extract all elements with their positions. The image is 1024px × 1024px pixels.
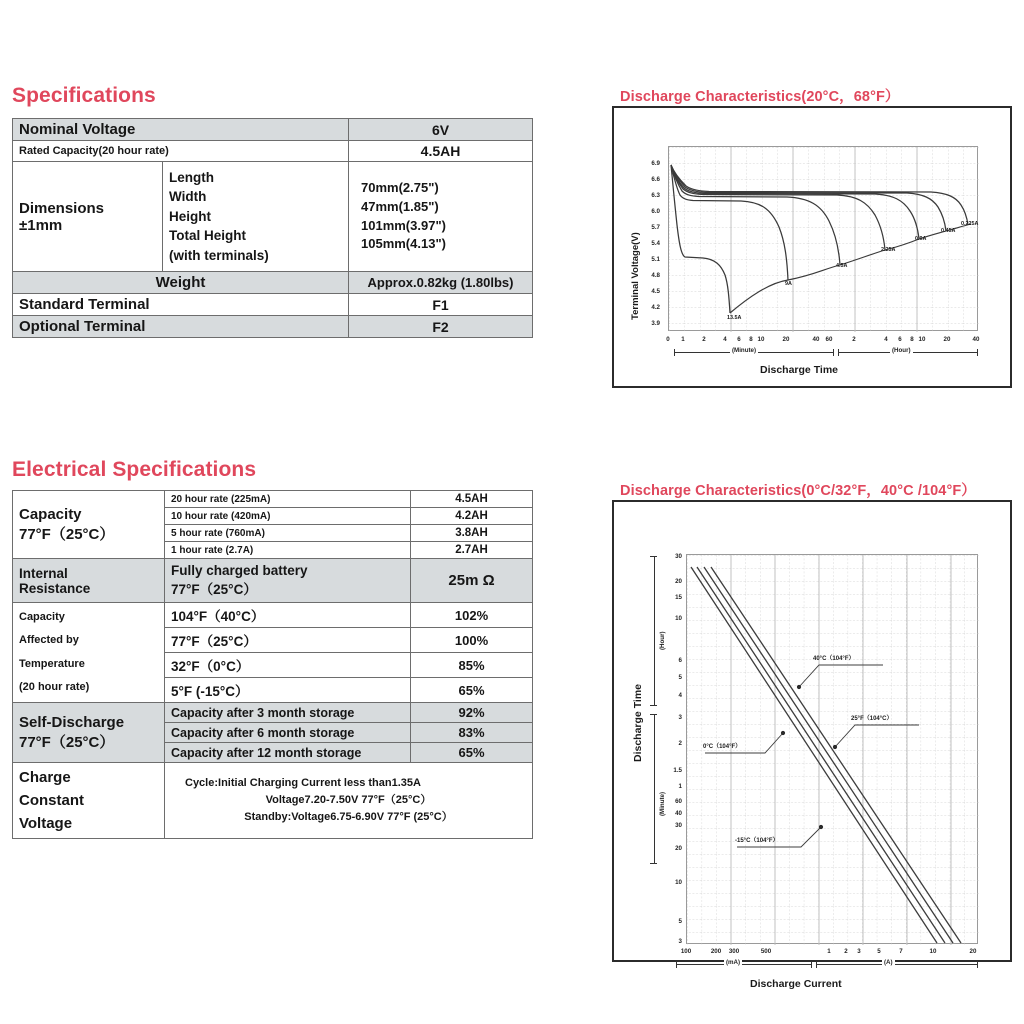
- chart2-xtick-a1: 2: [844, 948, 848, 955]
- dimensions-names-cell: [163, 162, 349, 272]
- capacity-temperature-line4: (20 hour rate): [19, 680, 90, 693]
- chart1-ytick-9: 4.2: [651, 304, 660, 311]
- chart1-xtick-h3: 8: [910, 336, 914, 343]
- specifications-heading: Specifications: [12, 84, 156, 107]
- dimension-value-height: 101mm(3.97"): [361, 217, 446, 233]
- chart2-ytick-m6: 3: [678, 938, 682, 945]
- chart2-xtick-a5: 10: [929, 948, 937, 955]
- chart2-ytick-h2: 15: [675, 594, 682, 601]
- chart2-ytick-h4: 6: [678, 657, 682, 664]
- capacity-rate-20h: 20 hour rate (225mA): [165, 491, 411, 508]
- chart1-xtick-h2: 6: [898, 336, 902, 343]
- charge-text-cell: [165, 763, 533, 839]
- chart2-annotation-25c: 25°F（104°C）: [851, 716, 893, 722]
- chart2-ytick-h0: 30: [675, 553, 682, 560]
- dimension-value-length: 70mm(2.75"): [361, 179, 439, 195]
- self-discharge-3-month-value: 92%: [411, 703, 533, 723]
- self-discharge-label-cell: [13, 703, 165, 763]
- chart1-ytick-7: 4.8: [651, 272, 660, 279]
- capacity-temperature-line2: Affected by: [19, 634, 79, 647]
- chart1-xtick-m1: 1: [681, 336, 685, 343]
- table-row: [13, 491, 533, 508]
- chart1-xtick-m0: 0: [666, 336, 670, 343]
- chart2-ytick-m4: 10: [675, 879, 682, 886]
- chart1-ytick-6: 5.1: [651, 256, 660, 263]
- charge-text-line1: Cycle:Initial Charging Current less than1.35A: [185, 776, 421, 789]
- capacity-temp-77f: 77°F（25°C）: [165, 628, 411, 653]
- chart1-curve-label-2: 4.5A: [836, 263, 848, 269]
- chart1-hour-range-label: (Hour): [892, 347, 911, 354]
- self-discharge-3-month: Capacity after 3 month storage: [165, 703, 411, 723]
- chart1-plot-area: [668, 146, 978, 331]
- chart2-annotation-minus15c: -15°C（104°F）: [735, 838, 779, 844]
- self-discharge-12-month: Capacity after 12 month storage: [165, 743, 411, 763]
- capacity-value-5h: 3.8AH: [411, 525, 533, 542]
- chart2-ytick-h8: 2: [678, 740, 682, 747]
- table-row: [13, 703, 533, 723]
- chart2-ytick-h5: 5: [678, 674, 682, 681]
- capacity-rate-1h: 1 hour rate (2.7A): [165, 542, 411, 559]
- internal-resistance-condition-line1: Fully charged battery: [171, 563, 308, 578]
- table-row: [13, 294, 533, 316]
- dimensions-label: Dimensions: [19, 199, 105, 217]
- chart1-xtick-m9: 60: [825, 336, 833, 343]
- chart2-xtick-ma0: 100: [680, 948, 692, 955]
- standard-terminal-value: F1: [349, 294, 533, 316]
- chart1-xtick-h0: 2: [852, 336, 856, 343]
- chart2-xtick-a3: 5: [877, 948, 881, 955]
- dimension-name-length: Length: [169, 169, 214, 185]
- charge-text-line3: Standby:Voltage6.75-6.90V 77°F (25°C）: [244, 811, 453, 824]
- table-row: [13, 559, 533, 603]
- chart1-curve-label-3: 2.25A: [881, 247, 896, 253]
- chart2-ytick-h3: 10: [675, 615, 682, 622]
- dimension-name-total-height: Total Height: [169, 228, 246, 244]
- capacity-rate-10h: 10 hour rate (420mA): [165, 508, 411, 525]
- capacity-temperature-label-cell: [13, 603, 165, 703]
- capacity-temperature-line1: Capacity: [19, 611, 65, 624]
- chart2-ma-range-label: (mA): [726, 959, 741, 966]
- chart1-curve-label-4: 0.9A: [915, 236, 927, 242]
- chart2-ytick-m1: 40: [675, 810, 682, 817]
- chart2-ytick-m3: 20: [675, 845, 682, 852]
- weight-value: Approx.0.82kg (1.80lbs): [349, 272, 533, 294]
- chart1-xtick-h5: 20: [943, 336, 951, 343]
- chart1-ytick-4: 5.7: [651, 224, 660, 231]
- chart2-xtick-a4: 7: [899, 948, 903, 955]
- chart2-ytick-h10: 1: [678, 783, 682, 790]
- chart1-ytick-8: 4.5: [651, 288, 660, 295]
- chart2-xtick-ma3: 500: [760, 948, 772, 955]
- chart2-annotation-40c: 40°C（104°F）: [813, 656, 855, 662]
- chart1-xtick-h1: 4: [884, 336, 888, 343]
- capacity-label-line1: Capacity: [19, 505, 82, 523]
- chart2-xtick-a0: 1: [827, 948, 831, 955]
- chart2-ytick-m2: 30: [675, 822, 682, 829]
- table-row: [13, 141, 533, 162]
- internal-resistance-line2: Resistance: [19, 580, 91, 596]
- self-discharge-6-month: Capacity after 6 month storage: [165, 723, 411, 743]
- internal-resistance-label-cell: [13, 559, 165, 603]
- capacity-temp-5f: 5°F (-15°C）: [165, 678, 411, 703]
- dimension-name-total-height-sub: (with terminals): [169, 247, 269, 263]
- chart2-ytick-h1: 20: [675, 578, 682, 585]
- capacity-value-10h: 4.2AH: [411, 508, 533, 525]
- capacity-temp-32f: 32°F（0°C）: [165, 653, 411, 678]
- chart2-ytick-m5: 5: [678, 918, 682, 925]
- chart1-minute-range-label: (Minute): [732, 347, 757, 354]
- dimension-value-total-height: 105mm(4.13"): [361, 236, 446, 252]
- chart2-hour-range-label: (Hour): [659, 631, 666, 650]
- discharge-characteristics-20c-panel: [612, 106, 1012, 388]
- chart1-ytick-2: 6.3: [651, 192, 660, 199]
- nominal-voltage-value: 6V: [349, 119, 533, 141]
- chart1-xtick-m8: 40: [812, 336, 820, 343]
- chart1-ytick-10: 3.9: [651, 320, 660, 327]
- standard-terminal-label: Standard Terminal: [13, 294, 349, 316]
- self-discharge-line1: Self-Discharge: [19, 713, 125, 731]
- table-row: [13, 119, 533, 141]
- self-discharge-12-month-value: 65%: [411, 743, 533, 763]
- chart2-title: Discharge Characteristics(0°C/32°F，40°C /104°F）: [620, 483, 976, 499]
- chart2-xtick-a2: 3: [857, 948, 861, 955]
- electrical-specifications-table: [12, 490, 533, 839]
- chart1-svg: [669, 147, 979, 332]
- chart1-xtick-h6: 40: [972, 336, 980, 343]
- capacity-temp-value-5f: 65%: [411, 678, 533, 703]
- dimension-name-height: Height: [169, 208, 211, 224]
- chart1-x-axis-title: Discharge Time: [760, 364, 839, 376]
- chart1-hour-range-bar: [838, 348, 978, 358]
- weight-label: Weight: [13, 272, 349, 294]
- chart2-ytick-h9: 1.5: [673, 767, 682, 774]
- chart2-ytick-m0: 60: [675, 798, 682, 805]
- dimensions-values-cell: [349, 162, 533, 272]
- specifications-table: [12, 118, 533, 338]
- chart2-a-range-bar: [816, 960, 978, 970]
- chart2-hour-range-bar: [650, 556, 666, 706]
- chart1-y-axis-title: Terminal Voltage(V): [630, 232, 641, 320]
- chart1-ytick-3: 6.0: [651, 208, 660, 215]
- capacity-temp-104f: 104°F（40°C）: [165, 603, 411, 628]
- chart1-ytick-5: 5.4: [651, 240, 660, 247]
- table-row: [13, 763, 533, 839]
- capacity-label-cell: [13, 491, 165, 559]
- dimension-name-width: Width: [169, 189, 207, 205]
- self-discharge-6-month-value: 83%: [411, 723, 533, 743]
- chart1-curve-label-6: 0.225A: [961, 221, 979, 227]
- electrical-specifications-heading: Electrical Specifications: [12, 458, 257, 481]
- capacity-temp-value-104f: 102%: [411, 603, 533, 628]
- chart2-x-axis-title: Discharge Current: [750, 978, 842, 990]
- internal-resistance-value: 25m Ω: [411, 559, 533, 603]
- chart2-xtick-a6: 20: [969, 948, 977, 955]
- internal-resistance-condition-line2: 77°F（25°C）: [171, 582, 257, 597]
- chart1-curve-label-0: 13.5A: [727, 315, 742, 321]
- chart2-a-range-label: (A): [884, 959, 893, 966]
- chart2-xtick-ma1: 200: [710, 948, 722, 955]
- chart2-ytick-h6: 4: [678, 692, 682, 699]
- chart1-xtick-m3: 4: [723, 336, 727, 343]
- internal-resistance-line1: Internal: [19, 565, 68, 581]
- chart2-y-axis-title: Discharge Time: [632, 683, 644, 762]
- optional-terminal-value: F2: [349, 316, 533, 338]
- capacity-value-1h: 2.7AH: [411, 542, 533, 559]
- chart1-curve-label-1: 9A: [785, 281, 792, 287]
- chart1-curve-label-5: 0.45A: [941, 228, 956, 234]
- chart2-xtick-ma2: 300: [728, 948, 740, 955]
- rated-capacity-label: Rated Capacity(20 hour rate): [13, 141, 349, 162]
- chart2-annotation-0c: 0°C（104°F）: [703, 744, 742, 750]
- internal-resistance-condition-cell: [165, 559, 411, 603]
- chart2-svg: [687, 555, 979, 945]
- discharge-characteristics-temperature-panel: [612, 500, 1012, 990]
- capacity-label-line2: 77°F（25°C）: [19, 525, 115, 543]
- capacity-rate-5h: 5 hour rate (760mA): [165, 525, 411, 542]
- chart1-ytick-1: 6.6: [651, 176, 660, 183]
- charge-line1: Charge: [19, 768, 71, 786]
- chart1-minute-range-bar: [674, 348, 834, 358]
- table-row: [13, 603, 533, 628]
- charge-text-line2: Voltage7.20-7.50V 77°F（25°C）: [265, 793, 432, 806]
- optional-terminal-label: Optional Terminal: [13, 316, 349, 338]
- rated-capacity-value: 4.5AH: [349, 141, 533, 162]
- capacity-temp-value-77f: 100%: [411, 628, 533, 653]
- chart1-xtick-m7: 20: [782, 336, 790, 343]
- chart1-xtick-m6: 10: [757, 336, 765, 343]
- dimensions-tolerance: ±1mm: [19, 216, 63, 234]
- self-discharge-line2: 77°F（25°C）: [19, 733, 115, 751]
- dimension-value-width: 47mm(1.85"): [361, 198, 439, 214]
- charge-line2: Constant: [19, 791, 84, 809]
- chart1-xtick-m4: 6: [737, 336, 741, 343]
- nominal-voltage-label: Nominal Voltage: [13, 119, 349, 141]
- chart1-ytick-0: 6.9: [651, 160, 660, 167]
- capacity-value-20h: 4.5AH: [411, 491, 533, 508]
- table-row: [13, 272, 533, 294]
- chart1-xtick-m5: 8: [749, 336, 753, 343]
- chart2-ma-range-bar: [676, 960, 812, 970]
- chart2-plot-area: [686, 554, 978, 944]
- capacity-temp-value-32f: 85%: [411, 653, 533, 678]
- table-row-dimensions: [13, 162, 533, 272]
- charge-line3: Voltage: [19, 815, 73, 833]
- chart1-title: Discharge Characteristics(20°C，68°F）: [620, 89, 900, 105]
- chart2-ytick-h7: 3: [678, 714, 682, 721]
- chart2-minute-range-label: (Minute): [659, 791, 666, 816]
- table-row: [13, 316, 533, 338]
- capacity-temperature-line3: Temperature: [19, 657, 85, 670]
- chart2-minute-range-bar: [650, 714, 666, 864]
- charge-label-cell: [13, 763, 165, 839]
- dimensions-label-cell: [13, 162, 163, 272]
- chart1-xtick-m2: 2: [702, 336, 706, 343]
- chart1-xtick-h4: 10: [918, 336, 926, 343]
